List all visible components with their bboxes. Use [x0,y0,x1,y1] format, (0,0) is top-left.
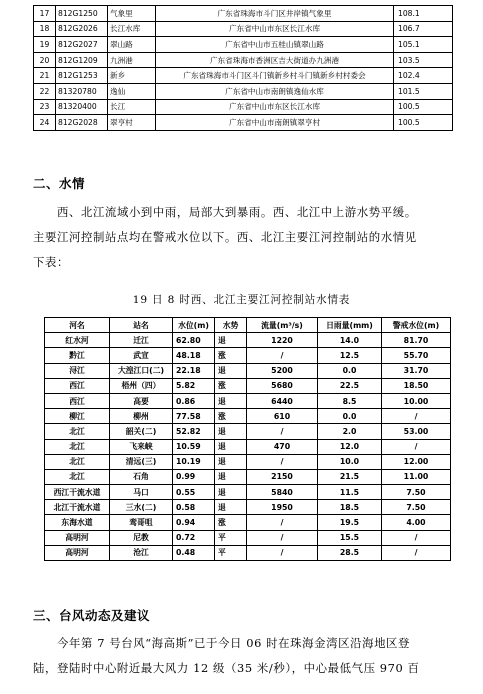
table-row [34,52,453,68]
warning-level: / [382,409,451,424]
warning-level: 55.70 [382,348,451,363]
station-name: 鸾哥咀 [110,515,173,530]
water-paragraph-line2: 主要江河控制站点均在警戒水位以下。西、北江主要江河控制站的水情见 [33,230,417,244]
water-trend: 平 [215,545,247,560]
flow-rate: / [247,530,318,545]
row-number: 22 [34,83,56,99]
flow-rate: / [247,454,318,469]
water-level: 0.86 [173,393,215,408]
rainfall-value: 101.5 [394,83,453,99]
table-row [34,115,453,131]
header-warning-level: 警戒水位(m) [382,318,451,333]
water-level: 0.94 [173,515,215,530]
table-row [45,545,451,560]
table-row [45,530,451,545]
table-row [45,378,451,393]
station-name: 新乡 [108,68,156,84]
daily-rainfall: 14.0 [318,333,382,348]
section-heading-typhoon: 三、台风动态及建议 [33,608,151,623]
river-name: 浔江 [45,363,110,378]
table-row [45,424,451,439]
water-table-body [45,333,451,561]
warning-level: 7.50 [382,485,451,500]
station-code: 812G1250 [56,6,108,22]
river-name: 高明河 [45,545,110,560]
station-address: 广东省珠海市斗门区斗门镇新乡村斗门镇新乡村村委会 [156,68,394,84]
row-number: 24 [34,115,56,131]
warning-level: / [382,545,451,560]
station-name: 马口 [110,485,173,500]
rainfall-value: 100.5 [394,99,453,115]
station-name: 尼教 [110,530,173,545]
rainfall-value: 103.5 [394,52,453,68]
station-name: 武宣 [110,348,173,363]
table-row [34,68,453,84]
row-number: 17 [34,6,56,22]
typhoon-paragraph [33,631,458,681]
daily-rainfall: 18.5 [318,500,382,515]
table-row [45,409,451,424]
row-number: 23 [34,99,56,115]
header-station: 站名 [110,318,173,333]
water-level: 0.99 [173,469,215,484]
water-level: 0.48 [173,545,215,560]
header-flow: 流量(m³/s) [247,318,318,333]
warning-level: / [382,439,451,454]
station-name: 九洲港 [108,52,156,68]
rainfall-station-table [33,5,453,131]
flow-rate: 6440 [247,393,318,408]
row-number: 20 [34,52,56,68]
station-name: 大湟江口(二) [110,363,173,378]
row-number: 18 [34,21,56,37]
daily-rainfall: 8.5 [318,393,382,408]
water-level: 52.82 [173,424,215,439]
rainfall-value: 105.1 [394,37,453,53]
table-row [45,454,451,469]
rainfall-value: 106.7 [394,21,453,37]
daily-rainfall: 28.5 [318,545,382,560]
water-level: 22.18 [173,363,215,378]
flow-rate: 2150 [247,469,318,484]
daily-rainfall: 0.0 [318,363,382,378]
table-row [34,6,453,22]
warning-level: 7.50 [382,500,451,515]
river-name: 高明河 [45,530,110,545]
water-paragraph-line1: 西、北江流域小到中雨，局部大到暴雨。西、北江中上游水势平缓。 [57,205,417,219]
water-paragraph-line3: 下表： [33,255,69,269]
station-code: 812G2026 [56,21,108,37]
daily-rainfall: 0.0 [318,409,382,424]
warning-level: 12.00 [382,454,451,469]
station-name: 清远(三) [110,454,173,469]
header-river: 河名 [45,318,110,333]
water-trend: 涨 [215,409,247,424]
table-row [45,469,451,484]
table-row [45,500,451,515]
table-row [45,439,451,454]
warning-level: 53.00 [382,424,451,439]
flow-rate: 1950 [247,500,318,515]
table-row [34,99,453,115]
station-address: 广东省中山市五桂山镇翠山路 [156,37,394,53]
table-row [45,485,451,500]
station-name: 三水(二) [110,500,173,515]
header-rain: 日雨量(mm) [318,318,382,333]
table-row [45,333,451,348]
river-name: 北江 [45,469,110,484]
water-trend: 退 [215,469,247,484]
typhoon-paragraph-line1: 今年第 7 号台风“海高斯”已于今日 06 时在珠海金湾区沿海地区登 [57,636,411,650]
warning-level: 18.50 [382,378,451,393]
header-level: 水位(m) [173,318,215,333]
water-trend: 退 [215,454,247,469]
warning-level: 11.00 [382,469,451,484]
water-trend: 退 [215,439,247,454]
water-level-table [44,317,451,561]
station-name: 飞来峡 [110,439,173,454]
daily-rainfall: 10.0 [318,454,382,469]
water-level: 10.59 [173,439,215,454]
row-number: 21 [34,68,56,84]
river-name: 西江 [45,393,110,408]
station-code: 812G1253 [56,68,108,84]
station-code: 812G2027 [56,37,108,53]
warning-level: 4.00 [382,515,451,530]
water-level: 77.58 [173,409,215,424]
warning-level: 81.70 [382,333,451,348]
flow-rate: 5840 [247,485,318,500]
water-level: 48.18 [173,348,215,363]
station-code: 81320400 [56,99,108,115]
station-code: 81320780 [56,83,108,99]
station-address: 广东省珠海市斗门区井岸镇气象里 [156,6,394,22]
flow-rate: 1220 [247,333,318,348]
water-level: 0.55 [173,485,215,500]
station-code: 812G1209 [56,52,108,68]
rainfall-table-body [34,6,453,131]
river-name: 北江 [45,454,110,469]
flow-rate: / [247,545,318,560]
station-address: 广东省中山市南朗镇翠亨村 [156,115,394,131]
river-name: 西江 [45,378,110,393]
table-row [45,393,451,408]
water-level: 0.72 [173,530,215,545]
water-table-head [45,318,451,333]
station-address: 广东省中山市东区长江水库 [156,99,394,115]
warning-level: / [382,530,451,545]
water-level: 5.82 [173,378,215,393]
flow-rate: / [247,424,318,439]
flow-rate: 470 [247,439,318,454]
water-level: 62.80 [173,333,215,348]
station-name: 迁江 [110,333,173,348]
table-row [34,37,453,53]
water-level: 10.19 [173,454,215,469]
typhoon-paragraph-line2: 陆，登陆时中心附近最大风力 12 级（35 米/秒），中心最低气压 970 百 [33,661,420,675]
daily-rainfall: 22.5 [318,378,382,393]
station-address: 广东省珠海市香洲区吉大街道办九洲港 [156,52,394,68]
river-name: 东海水道 [45,515,110,530]
station-name: 柳州 [110,409,173,424]
station-address: 广东省中山市东区长江水库 [156,21,394,37]
rainfall-value: 100.5 [394,115,453,131]
water-paragraph [33,200,458,275]
daily-rainfall: 15.5 [318,530,382,545]
header-trend: 水势 [215,318,247,333]
river-name: 柳江 [45,409,110,424]
daily-rainfall: 21.5 [318,469,382,484]
table-row [45,363,451,378]
table-row [45,348,451,363]
water-table-header-row [45,318,451,333]
warning-level: 10.00 [382,393,451,408]
water-table-caption: 19 日 8 时西、北江主要江河控制站水情表 [132,294,351,306]
table-row [34,83,453,99]
water-trend: 退 [215,500,247,515]
station-address: 广东省中山市南朗镇逸仙水库 [156,83,394,99]
daily-rainfall: 11.5 [318,485,382,500]
river-name: 黔江 [45,348,110,363]
station-name: 气象里 [108,6,156,22]
row-number: 19 [34,37,56,53]
station-name: 翠亨村 [108,115,156,131]
table-row [34,21,453,37]
rainfall-value: 102.4 [394,68,453,84]
water-trend: 涨 [215,515,247,530]
daily-rainfall: 19.5 [318,515,382,530]
river-name: 西江干流水道 [45,485,110,500]
station-name: 高要 [110,393,173,408]
flow-rate: 5680 [247,378,318,393]
section-heading-water: 二、水情 [33,176,86,191]
water-trend: 平 [215,530,247,545]
river-name: 北江 [45,424,110,439]
station-name: 韶关(二) [110,424,173,439]
water-trend: 退 [215,424,247,439]
daily-rainfall: 12.5 [318,348,382,363]
flow-rate: / [247,515,318,530]
station-name: 长江水库 [108,21,156,37]
daily-rainfall: 12.0 [318,439,382,454]
table-row [45,515,451,530]
water-trend: 退 [215,333,247,348]
water-trend: 涨 [215,348,247,363]
water-trend: 退 [215,485,247,500]
station-name: 石角 [110,469,173,484]
warning-level: 31.70 [382,363,451,378]
station-name: 梧州（四） [110,378,173,393]
river-name: 北江 [45,439,110,454]
flow-rate: 610 [247,409,318,424]
station-name: 翠山路 [108,37,156,53]
rainfall-value: 108.1 [394,6,453,22]
flow-rate: / [247,348,318,363]
river-name: 红水河 [45,333,110,348]
water-trend: 退 [215,393,247,408]
river-name: 北江干流水道 [45,500,110,515]
water-trend: 退 [215,363,247,378]
station-name: 长江 [108,99,156,115]
station-name: 逸仙 [108,83,156,99]
water-trend: 涨 [215,378,247,393]
station-name: 沧江 [110,545,173,560]
water-level: 0.58 [173,500,215,515]
station-code: 812G2028 [56,115,108,131]
flow-rate: 5200 [247,363,318,378]
daily-rainfall: 2.0 [318,424,382,439]
